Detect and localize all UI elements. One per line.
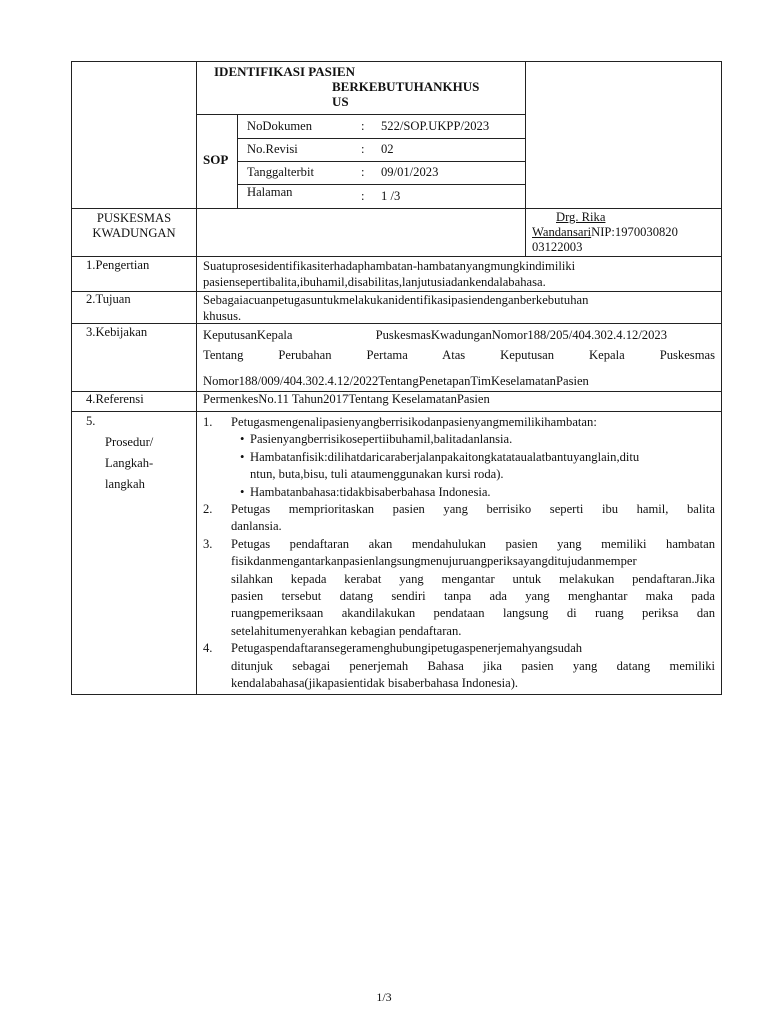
page-number: 1/3 — [376, 990, 392, 1004]
pengertian-line-1: Suatuprosesidentifikasiterhadaphambatan-hambatanyangmungkindimiliki — [203, 259, 576, 273]
prosedur-label-2: Langkah- — [105, 456, 154, 470]
prosedur-num: 5. — [86, 414, 96, 428]
section-label-tujuan: 2.Tujuan — [86, 292, 131, 306]
item-line: pasien tersebut datang sendiri tanpa ada yang menghantar maka pada — [231, 589, 715, 604]
meta-sep: : — [361, 119, 365, 133]
meta-value: 09/01/2023 — [381, 165, 439, 179]
signature-block — [532, 210, 720, 255]
prosedur-item-1 — [203, 414, 715, 431]
item-number: 2. — [203, 502, 213, 517]
item-line: setelahitumenyerahkan kebagian pendaftaran. — [231, 623, 462, 638]
row-border-5 — [71, 411, 722, 412]
meta-label: No.Revisi — [247, 142, 298, 156]
meta-sep: : — [361, 189, 365, 203]
prosedur-item-4 — [203, 640, 715, 692]
section-label-pengertian: 1.Pengertian — [86, 258, 150, 272]
section-label-referensi: 4.Referensi — [86, 392, 144, 406]
meta-label: NoDokumen — [247, 119, 313, 133]
title-line-3: US — [332, 94, 349, 109]
meta-row-border-2 — [237, 161, 526, 162]
prosedur-item-3 — [203, 536, 715, 640]
item-line: Petugas pendaftaran akan mendahulukan pasien yang memiliki hambatan — [231, 536, 715, 551]
header-divider-left — [196, 61, 197, 209]
signer-name: Drg. Rika — [556, 210, 606, 224]
kebijakan-line-3: Nomor188/009/404.302.4.12/2022TentangPenetapanTimKeselamatanPasien — [203, 374, 589, 388]
meta-value: 02 — [381, 142, 394, 156]
org-right-divider — [525, 208, 526, 256]
item-line: fisikdanmengantarkanpasienlangsungmenujuruangperiksayangditujudanmemper — [231, 554, 637, 569]
signer-nip: NIP:1970030820 — [591, 225, 678, 239]
section-content-kebijakan — [203, 325, 715, 389]
item-line: kendalabahasa(jikapasientidak bisaberbahasa Indonesia). — [231, 676, 519, 691]
meta-value: 522/SOP.UKPP/2023 — [381, 119, 490, 133]
meta-sep: : — [361, 165, 365, 179]
kebijakan-line-1b: PuskesmasKwadunganNomor188/205/404.302.4.12/2023 — [375, 328, 667, 342]
section-label-kebijakan: 3.Kebijakan — [86, 325, 148, 339]
prosedur-label-3: langkah — [105, 477, 145, 491]
tujuan-line-1: Sebagaiacuanpetugasuntukmelakukanidentifikasipasiendenganberkebutuhan — [203, 293, 589, 307]
bullet-item: • Pasienyangberrisikosepertiibuhamil,balitadanlansia. — [240, 431, 715, 448]
bullet-item: • Hambatanfisik:dilihatdaricaraberjalanpakaitongkatataualatbantuyanglain,ditu — [240, 449, 715, 466]
item-line: ruangpemeriksaan akandilakukan pendataan langsung di ruang periksa dan — [231, 606, 715, 621]
header-divider-right — [525, 61, 526, 209]
meta-row-border-1 — [237, 138, 526, 139]
bullet-item-continuation: ntun, buta,bisu, tuli ataumenggunakan kursi roda). — [250, 467, 504, 482]
item-line: danlansia. — [231, 519, 282, 534]
prosedur-bullets — [203, 431, 715, 501]
meta-value: 1 /3 — [381, 189, 401, 203]
signer-nip-line-2: 03122003 — [532, 240, 583, 254]
item-line: Petugaspendaftaransegeramenghubungipetugaspenerjemahyangsudah — [231, 641, 583, 656]
meta-row-halaman — [247, 185, 522, 203]
item-text: Petugasmengenalipasienyangberrisikodanpasienyangmemilikihambatan: — [231, 415, 597, 429]
meta-row-tanggalterbit — [247, 165, 522, 180]
signer-surname: Wandansari — [532, 225, 592, 239]
section-content-tujuan — [203, 292, 715, 324]
title-line-2: BERKEBUTUHANKHUS — [332, 79, 480, 94]
item-number: 3. — [203, 536, 213, 551]
row-border-1 — [71, 256, 722, 257]
item-number: 4. — [203, 641, 213, 656]
org-line-2: KWADUNGAN — [92, 226, 176, 240]
org-line-1: PUSKESMAS — [96, 211, 172, 225]
org-name — [72, 211, 196, 241]
title-bottom-border — [196, 114, 526, 115]
section-label-prosedur — [86, 414, 186, 492]
document-title — [214, 64, 514, 109]
title-line-1: IDENTIFIKASI PASIEN — [214, 64, 355, 79]
section-content-referensi: PermenkesNo.11 Tahun2017Tentang KeselamatanPasien — [203, 392, 490, 406]
body-label-divider — [196, 208, 197, 695]
item-number: 1. — [203, 415, 213, 429]
item-line: ditunjuk sebagai penerjemah Bahasa jika pasien yang datang memiliki — [231, 658, 715, 673]
meta-label: Halaman — [247, 185, 293, 199]
kebijakan-line-2: Tentang Perubahan Pertama Atas Keputusan Kepala Puskesmas — [203, 348, 715, 362]
item-line: Petugas memprioritaskan pasien yang berrisiko seperti ibu hamil, balita — [231, 502, 715, 517]
signer-nip-line — [532, 225, 720, 240]
tujuan-line-2: khusus. — [203, 309, 242, 323]
section-content-pengertian — [203, 258, 715, 290]
meta-sep: : — [361, 142, 365, 156]
meta-row-nodokumen — [247, 119, 522, 134]
kebijakan-line-1 — [203, 325, 667, 345]
bullet-item: • Hambatanbahasa:tidakbisaberbahasa Indonesia. — [240, 484, 715, 501]
meta-label: Tanggalterbit — [247, 165, 314, 179]
sop-label: SOP — [203, 152, 229, 167]
meta-row-norevisi — [247, 142, 522, 157]
prosedur-label-1: Prosedur/ — [105, 435, 154, 449]
item-line: silahkan kepada kerabat yang mengantar untuk melakukan pendaftaran.Jika — [231, 571, 715, 586]
pengertian-line-2: pasiensepertibalita,ibuhamil,disabilitas,lanjutusiadankendalabahasa. — [203, 275, 546, 289]
prosedur-item-2 — [203, 501, 715, 536]
logo-cell — [72, 62, 196, 208]
kebijakan-line-1a: KeputusanKepala — [203, 328, 293, 342]
section-content-prosedur — [203, 414, 715, 693]
